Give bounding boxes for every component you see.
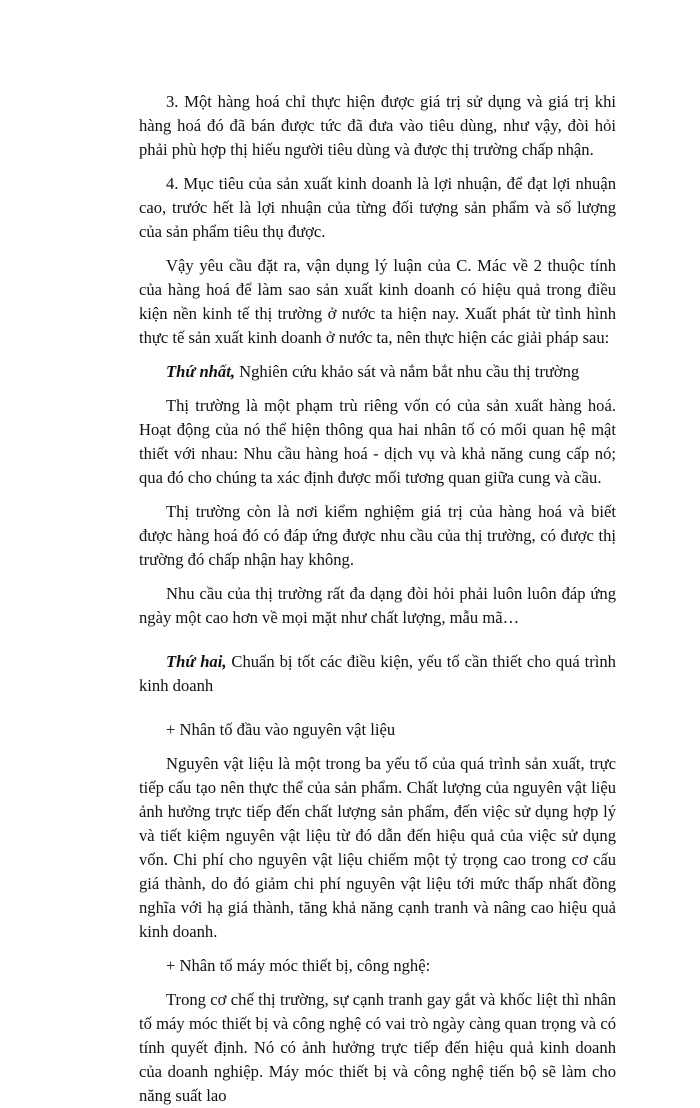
paragraph-market-needs: Nhu cầu của thị trường rất đa dạng đòi hỏi phải luôn luôn đáp ứng ngày một cao hơn về mọi mặt như chất lượng, mẫu mã… bbox=[139, 584, 616, 627]
paragraph-market-test: Thị trường còn là nơi kiểm nghiệm giá trị của hàng hoá và biết được hàng hoá đó có đáp ứng được nhu cầu của thị trường, có được thị trường đó chấp nhận hay không. bbox=[139, 502, 616, 569]
heading-second-text: Chuẩn bị tốt các điều kiện, yếu tố cần thiết cho quá trình kinh doanh bbox=[139, 652, 616, 695]
bullet-materials: + Nhân tố đầu vào nguyên vật liệu bbox=[166, 720, 396, 739]
heading-second-lead: Thứ hai, bbox=[166, 652, 227, 671]
heading-first bbox=[139, 360, 616, 384]
paragraph-materials: Nguyên vật liệu là một trong ba yếu tố của quá trình sản xuất, trực tiếp cấu tạo nên thực thể của sản phẩm. Chất lượng của nguyên vật liệu ảnh hưởng trực tiếp đến chất lượng sản phẩm, đến việc sử dụng hợp lý và tiết kiệm nguyên vật liệu từ đó dẫn đến hiệu quả của việc sử dụng vốn. Chi phí cho nguyên vật liệu chiếm một tỷ trọng cao trong cơ cấu giá thành, do đó giảm chi phí nguyên vật liệu tới mức thấp nhất đồng nghĩa với hạ giá thành, tăng khả năng cạnh tranh và nâng cao hiệu quả kinh doanh. bbox=[139, 754, 616, 941]
heading-second bbox=[139, 650, 616, 698]
paragraph-3: 3. Một hàng hoá chỉ thực hiện được giá trị sử dụng và giá trị khi hàng hoá đó đã bán được tức đã đưa vào tiêu dùng, như vậy, đòi hỏi phải phù hợp thị hiếu người tiêu dùng và được thị trường chấp nhận. bbox=[139, 92, 616, 159]
paragraph-4: 4. Mục tiêu của sản xuất kinh doanh là lợi nhuận, để đạt lợi nhuận cao, trước hết là lợi nhuận của từng đối tượng sản phẩm và số lượng của sản phẩm tiêu thụ được. bbox=[139, 174, 616, 241]
bullet-machinery: + Nhân tố máy móc thiết bị, công nghệ: bbox=[166, 956, 431, 975]
paragraph-market-category: Thị trường là một phạm trù riêng vốn có của sản xuất hàng hoá. Hoạt động của nó thể hiện thông qua hai nhân tố có mối quan hệ mật thiết với nhau: Nhu cầu hàng hoá - dịch vụ và khả năng cung cấp nó; qua đó cho chúng ta xác định được mối tương quan giữa cung và cầu. bbox=[139, 396, 616, 487]
paragraph-intro: Vậy yêu cầu đặt ra, vận dụng lý luận của C. Mác về 2 thuộc tính của hàng hoá để làm sao sản xuất kinh doanh có hiệu quả trong điều kiện nền kinh tế thị trường ở nước ta hiện nay. Xuất phát từ tình hình thực tế sản xuất kinh doanh ở nước ta, nên thực hiện các giải pháp sau: bbox=[139, 256, 616, 347]
heading-first-lead: Thứ nhất, bbox=[166, 362, 235, 381]
heading-first-text: Nghiên cứu khảo sát và nắm bắt nhu cầu thị trường bbox=[234, 362, 580, 381]
paragraph-machinery: Trong cơ chế thị trường, sự cạnh tranh gay gắt và khốc liệt thì nhân tố máy móc thiết bị và công nghệ có vai trò ngày càng quan trọng và có tính quyết định. Nó có ảnh hưởng trực tiếp đến hiệu quả kinh doanh của doanh nghiệp. Máy móc thiết bị và công nghệ tiến bộ sẽ làm cho năng suất lao bbox=[139, 990, 616, 1105]
